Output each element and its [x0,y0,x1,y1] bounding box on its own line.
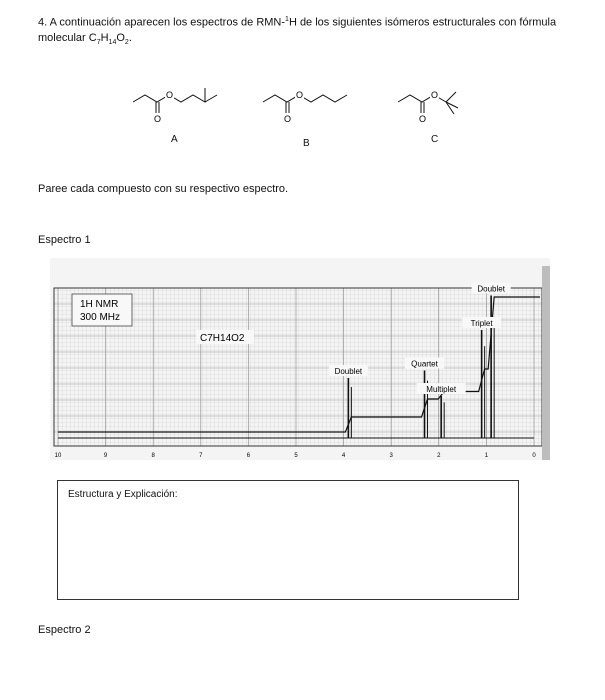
peak-label-0: Doublet [334,367,363,376]
carbonyl-oxygen-a: O [153,114,162,124]
x-tick-6: 6 [246,453,251,459]
chart-title-line-2: 300 MHz [80,312,121,323]
peak-label-4: Doublet [477,284,505,294]
x-tick-2: 2 [437,453,441,459]
answer-label: Estructura y Explicación: [68,489,178,500]
ring-oxygen-c: O [430,90,439,100]
structure-b-label: B [303,138,310,149]
peak-label-2: Multiplet [426,385,457,394]
question-text: 4. A continuación aparecen los espectros de RMN-$^1$H de los siguientes isómeros estructurales con fórmula molecular $C_7H_{14}O_2$. [38,16,557,46]
structure-a [125,80,235,130]
scan-shadow [542,266,550,460]
ring-oxygen-a: O [165,90,174,100]
spectrum-1-title: Espectro 1 [38,234,91,246]
chart-title-line-1: 1H NMR [80,299,119,310]
answer-box[interactable] [57,480,519,600]
x-tick-7: 7 [199,453,203,459]
carbonyl-oxygen-c: O [418,114,427,124]
x-tick-3: 3 [389,453,393,459]
instruction-text: Paree cada compuesto con su respectivo espectro. [38,183,289,195]
carbonyl-oxygen-b: O [283,114,292,124]
x-tick-9: 9 [103,453,108,459]
nmr-spectrum-chart [50,258,550,460]
ring-oxygen-b: O [295,90,304,100]
structure-a-label: A [171,134,178,145]
peak-label-1: Quartet [411,359,438,369]
structure-c [390,80,480,130]
molecular-formula: C7H14O2 [200,333,245,344]
structure-c-label: C [431,134,439,145]
peak-label-3: Triplet [470,319,493,328]
x-tick-5: 5 [294,453,298,459]
x-tick-4: 4 [341,453,346,459]
x-tick-8: 8 [151,453,155,459]
x-tick-1: 1 [484,453,489,459]
structure-b [255,80,365,130]
spectrum-2-title: Espectro 2 [38,624,91,636]
x-tick-10: 10 [54,453,62,459]
x-tick-0: 0 [532,453,536,459]
